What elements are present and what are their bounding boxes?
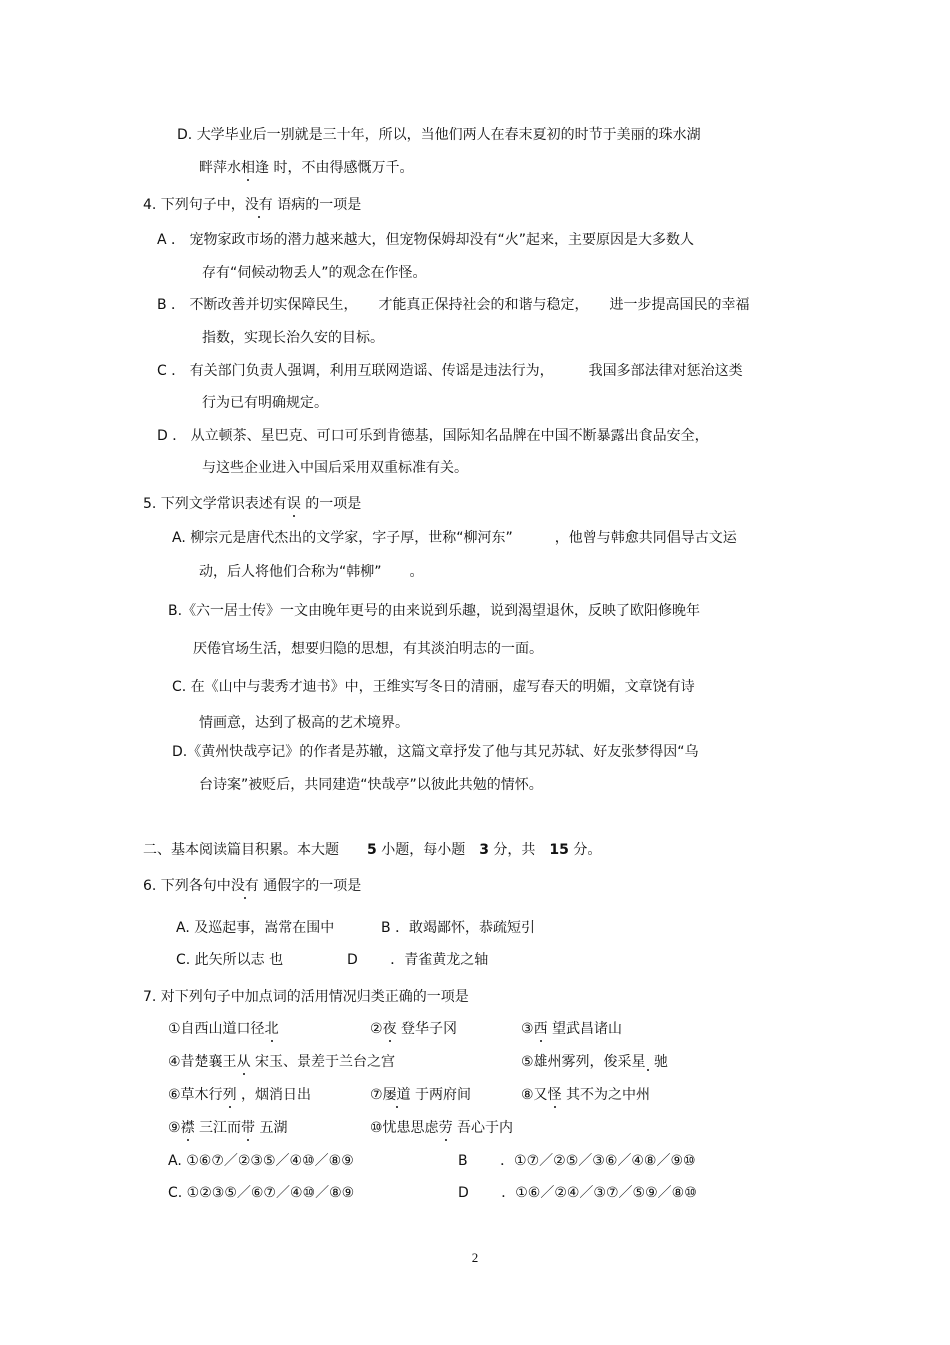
dotted-text: 西 — [533, 1021, 548, 1037]
q7-item-6: ⑥草木行列 ，烟消日出 — [168, 1087, 312, 1103]
q5-option-d-line1: D.《黄州快哉亭记》的作者是苏辙，这篇文章抒发了他与其兄苏轼、好友张梦得因“乌 — [172, 744, 699, 760]
q6-option-d: D ．青雀黄龙之轴 — [347, 952, 489, 968]
dotted-text: 误 — [286, 496, 301, 512]
q7-item-5: ⑤雄州雾列，俊采星 驰 — [521, 1054, 669, 1070]
q5-option-b-line2: 厌倦官场生活，想要归隐的思想，有其淡泊明志的一面。 — [193, 641, 543, 657]
page-number: 2 — [471, 1250, 479, 1265]
q7-option-c: C. ①②③⑤／⑥⑦／④⑩／⑧⑨ — [168, 1185, 355, 1201]
dotted-text: 屡道 — [382, 1087, 411, 1103]
dotted-text: 北 — [264, 1021, 279, 1037]
dotted-text: 没有 — [244, 197, 273, 213]
q5-option-c-line1: C. 在《山中与裴秀才迪书》中，王维实写冬日的清丽，虚写春天的明媚，文章饶有诗 — [172, 679, 695, 695]
q6-stem: 6. 下列各句中没有 通假字的一项是 — [143, 878, 362, 894]
q7-option-d: D ．①⑥／②④／③⑦／⑤⑨／⑧⑩ — [458, 1185, 697, 1201]
q5-option-c-line2: 情画意，达到了极高的艺术境界。 — [199, 715, 409, 731]
q5-option-d-line2: 台诗案”被贬后，共同建造“快哉亭”以彼此共勉的情怀。 — [199, 777, 543, 793]
q5-stem: 5. 下列文学常识表述有误 的一项是 — [143, 496, 362, 512]
q4-option-b-line1: B ． 不断改善并切实保障民生， 才能真正保持社会的和谐与稳定， 进一步提高国民的幸福 — [157, 297, 750, 313]
q6-option-a: A. 及巡起事，嵩常在围中 — [176, 920, 335, 936]
q7-item-2: ②夜 登华子冈 — [370, 1021, 458, 1037]
q5-option-a-line1: A. 柳宗元是唐代杰出的文学家，字子厚，世称“柳河东” ，他曾与韩愈共同倡导古文运 — [172, 530, 737, 546]
q4-option-a-line2: 存有“伺候动物丢人”的观念在作怪。 — [202, 265, 427, 281]
q7-item-8: ⑧又怪 其不为之中州 — [521, 1087, 651, 1103]
dotted-text: 从 — [236, 1054, 251, 1070]
dotted-text: 没有 — [230, 878, 259, 894]
dotted-text: 带 — [241, 1120, 256, 1136]
q4-option-a-line1: A ． 宠物家政市场的潜力越来越大，但宠物保姆却没有“火”起来，主要原因是大多数人 — [157, 232, 694, 248]
q7-item-3: ③西 望武昌诸山 — [521, 1021, 623, 1037]
q7-option-b: B ．①⑦／②⑤／③⑥／④⑧／⑨⑩ — [458, 1153, 696, 1169]
dotted-text: 水相逢 — [227, 160, 269, 176]
q4-stem: 4. 下列句子中，没有 语病的一项是 — [143, 197, 362, 213]
q7-item-4: ④昔楚襄王从 宋玉、景差于兰台之宫 — [168, 1054, 396, 1070]
dotted-text: 怪 — [547, 1087, 562, 1103]
q7-option-a: A. ①⑥⑦／②③⑤／④⑩／⑧⑨ — [168, 1153, 354, 1169]
q4-option-d-line2: 与这些企业进入中国后采用双重标准有关。 — [202, 460, 468, 476]
q7-stem: 7. 对下列句子中加点词的活用情况归类正确的一项是 — [143, 989, 469, 1005]
q3-option-d-line1: D. 大学毕业后一别就是三十年，所以，当他们两人在春末夏初的时节于美丽的珠水湖 — [177, 127, 701, 143]
section2-heading: 二、基本阅读篇目积累。本大题 5 小题，每小题 3 分，共 15 分。 — [143, 842, 602, 858]
q6-option-c: C. 此矢所以志 也 — [176, 952, 284, 968]
q7-item-1: ①自西山道口径北 — [168, 1021, 279, 1037]
dotted-text: 列 — [222, 1087, 237, 1103]
q4-option-c-line1: C ． 有关部门负责人强调，利用互联网造谣、传谣是违法行为， 我国多部法律对惩治这类 — [157, 363, 743, 379]
q7-item-10: ⑩忧患思虑劳 吾心于内 — [370, 1120, 514, 1136]
q4-option-b-line2: 指数，实现长治久安的目标。 — [202, 330, 384, 346]
q4-option-c-line2: 行为已有明确规定。 — [202, 395, 328, 411]
q4-option-d-line1: D ． 从立顿茶、星巴克、可口可乐到肯德基，国际知名品牌在中国不断暴露出食品安全， — [157, 428, 709, 444]
q7-item-7: ⑦屡道 于两府间 — [370, 1087, 472, 1103]
dotted-text — [646, 1052, 650, 1066]
dotted-text: 劳 — [438, 1120, 453, 1136]
q5-option-a-line2: 动，后人将他们合称为“韩柳” 。 — [199, 564, 424, 580]
dotted-text: 夜 — [382, 1021, 397, 1037]
q3-option-d-line2: 畔萍水相逢 时，不由得感慨万千。 — [199, 160, 414, 176]
q5-option-b-line1: B.《六一居士传》一文由晚年更号的由来说到乐趣，说到渴望退休，反映了欧阳修晚年 — [168, 603, 701, 619]
q6-option-b: B ．敢竭鄙怀，恭疏短引 — [381, 920, 536, 936]
dotted-text: 襟 — [180, 1120, 195, 1136]
q7-item-9: ⑨襟 三江而带 五湖 — [168, 1120, 288, 1136]
